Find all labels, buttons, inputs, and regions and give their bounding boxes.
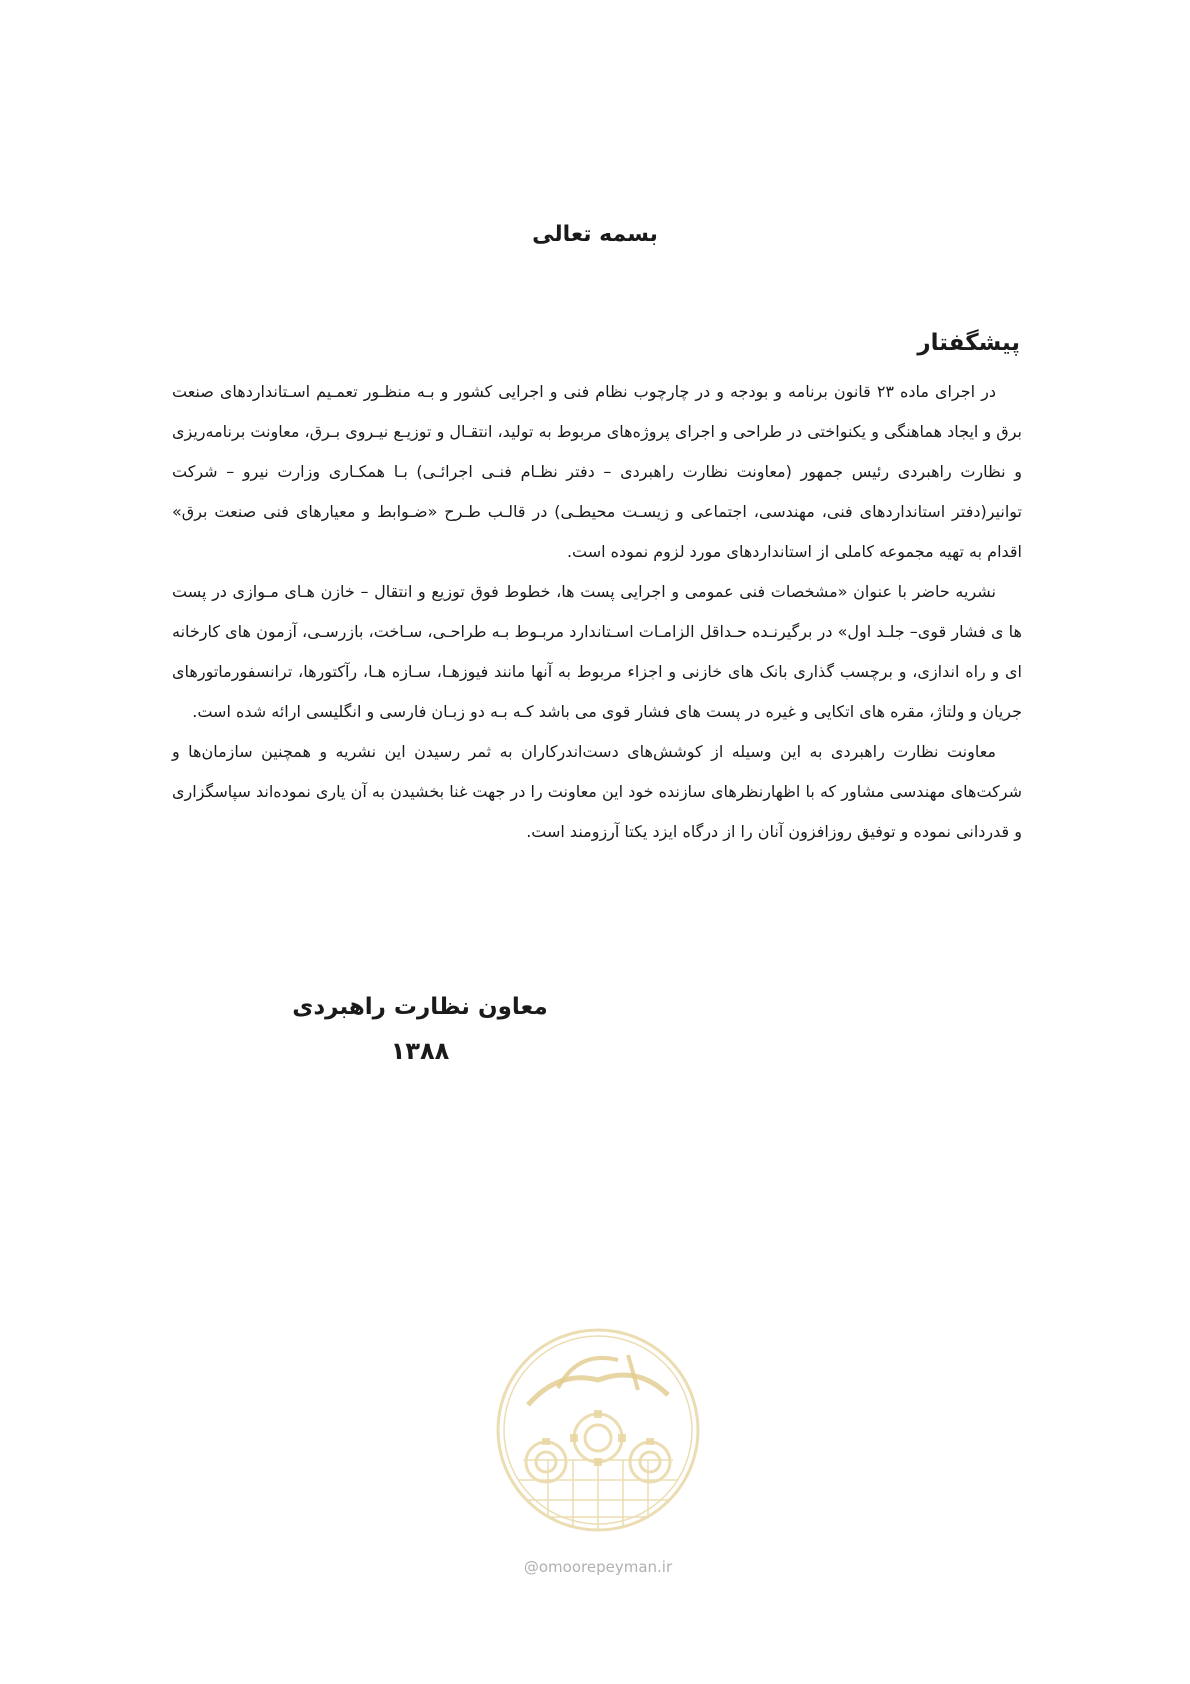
paragraph-2: نشریه حاضر با عنوان «مشخصات فنی عمومی و اجرایی پست ها، خطوط فوق توزیع و انتقال – خازن هـای مـوازی در پست ها ی فشار قوی– جلـد اول» در برگیرنـده حـداقل الزامـات اسـتاندارد مربـوط بـه طراحـی، سـاخت، بازرسـی، آزمون های کارخانه ای و راه اندازی، و برچسب گذاری بانک های خازنی و اجزاء مربوط به آنها مانند فیوزهـا، سـازه هـا، رآکتورها، ترانسفورماتورهای جریان و ولتاژ، مقره های اتکایی و غیره در پست های فشار قوی می باشد کـه بـه دو زبـان فارسی و انگلیسی ارائه شده است. bbox=[172, 582, 1022, 721]
bismillah-heading: بسمه تعالی bbox=[532, 222, 658, 247]
watermark-logo-icon bbox=[488, 1310, 708, 1555]
paragraph-3: معاونت نظارت راهبردی به این وسیله از کوشش‌های دست‌اندرکاران به ثمر رسیدن این نشریه و همچنین سازمان‌ها و شرکت‌های مهندسی مشاور که با اظهارنظرهای سازنده خود این معاونت را در جهت غنا بخشیدن به آن یاری نموده‌اند سپاسگزاری و قدردانی نموده و توفیق روزافزون آنان را از درگاه ایزد یکتا آرزومند است. bbox=[172, 742, 1022, 841]
foreword-heading: پیشگفتار bbox=[917, 330, 1020, 356]
signature-block bbox=[270, 985, 570, 1073]
signature-year: ۱۳۸۸ bbox=[390, 1037, 450, 1065]
paragraph-1: در اجرای ماده ۲۳ قانون برنامه و بودجه و در چارچوب نظام فنی و اجرایی کشور و بـه منظـور تعمـیم اسـتانداردهای صنعت برق و ایجاد هماهنگی و یکنواختی در طراحی و اجرای پروژه‌های مربوط به تولید، انتقـال و توزیـع نیـروی بـرق، معاونت برنامه‌ریزی و نظارت راهبردی رئیس جمهور (معاونت نظارت راهبردی – دفتر نظـام فنـی اجرائـی) بـا همکـاری وزارت نیرو – شرکت توانیر(دفتر استانداردهای فنی، مهندسی، اجتماعی و زیسـت محیطـی) در قالـب طـرح «ضـوابط و معیارهای فنی صنعت برق» اقدام به تهیه مجموعه کاملی از استانداردهای مورد لزوم نموده است. bbox=[172, 382, 1022, 561]
watermark-url: @omoorepeyman.ir bbox=[523, 1558, 673, 1576]
watermark-logo bbox=[488, 1310, 708, 1580]
signature-title: معاون نظارت راهبردی bbox=[292, 994, 548, 1020]
foreword-body bbox=[172, 372, 1022, 852]
